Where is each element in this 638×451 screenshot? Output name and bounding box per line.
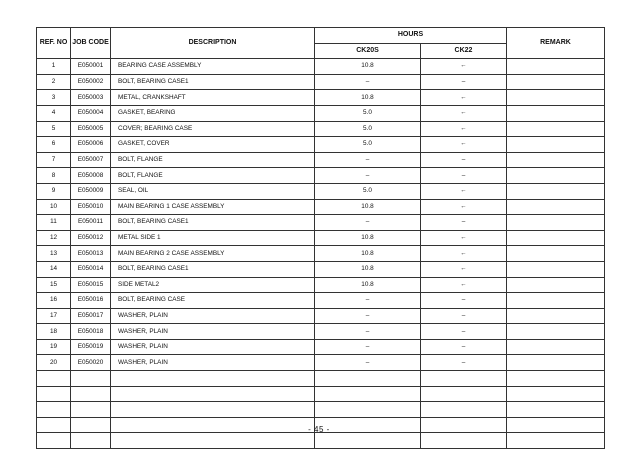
cell-ref-no: 9 — [37, 183, 71, 199]
cell-ref-no: 8 — [37, 168, 71, 184]
cell-remark — [507, 371, 605, 387]
cell-ck22-hours: ← — [421, 183, 507, 199]
cell-description — [111, 433, 315, 449]
cell-job-code — [71, 386, 111, 402]
cell-ref-no: 5 — [37, 121, 71, 137]
cell-description: BOLT, FLANGE — [111, 168, 315, 184]
cell-ck20s-hours: 5.0 — [315, 183, 421, 199]
table-row — [37, 261, 605, 277]
cell-description: BOLT, FLANGE — [111, 152, 315, 168]
table-row — [37, 59, 605, 75]
cell-ck20s-hours: 10.8 — [315, 246, 421, 262]
cell-job-code: E050015 — [71, 277, 111, 293]
cell-description — [111, 386, 315, 402]
cell-ref-no: 10 — [37, 199, 71, 215]
table-row — [37, 90, 605, 106]
cell-job-code: E050011 — [71, 215, 111, 231]
cell-ck22-hours: ← — [421, 230, 507, 246]
cell-ck22-hours: ← — [421, 261, 507, 277]
cell-description — [111, 371, 315, 387]
cell-remark — [507, 137, 605, 153]
header-job-code: JOB CODE — [71, 28, 111, 59]
cell-job-code: E050010 — [71, 199, 111, 215]
cell-ck22-hours: ← — [421, 277, 507, 293]
cell-ref-no — [37, 386, 71, 402]
cell-job-code: E050003 — [71, 90, 111, 106]
cell-ref-no: 11 — [37, 215, 71, 231]
cell-job-code: E050001 — [71, 59, 111, 75]
cell-ck20s-hours: 10.8 — [315, 199, 421, 215]
cell-ref-no: 6 — [37, 137, 71, 153]
cell-ck20s-hours: – — [315, 215, 421, 231]
table-row — [37, 74, 605, 90]
cell-ck20s-hours: 10.8 — [315, 230, 421, 246]
table-row — [37, 121, 605, 137]
cell-ck22-hours — [421, 371, 507, 387]
table-row — [37, 355, 605, 371]
cell-ck20s-hours: 10.8 — [315, 261, 421, 277]
cell-remark — [507, 339, 605, 355]
cell-remark — [507, 402, 605, 418]
cell-remark — [507, 215, 605, 231]
cell-ck22-hours: – — [421, 339, 507, 355]
table-row — [37, 308, 605, 324]
cell-ck20s-hours — [315, 386, 421, 402]
cell-remark — [507, 183, 605, 199]
cell-description: WASHER, PLAIN — [111, 339, 315, 355]
cell-ck22-hours — [421, 402, 507, 418]
table-row — [37, 215, 605, 231]
cell-remark — [507, 324, 605, 340]
cell-ref-no: 4 — [37, 105, 71, 121]
cell-description: METAL, CRANKSHAFT — [111, 90, 315, 106]
cell-remark — [507, 261, 605, 277]
cell-description: BOLT, BEARING CASE1 — [111, 74, 315, 90]
cell-ref-no: 20 — [37, 355, 71, 371]
table-row — [37, 168, 605, 184]
cell-remark — [507, 355, 605, 371]
table-row — [37, 199, 605, 215]
cell-ck22-hours: ← — [421, 137, 507, 153]
table-row — [37, 433, 605, 449]
table-row — [37, 386, 605, 402]
cell-ck22-hours: ← — [421, 105, 507, 121]
cell-job-code: E050005 — [71, 121, 111, 137]
cell-ck22-hours: – — [421, 215, 507, 231]
cell-ck20s-hours: – — [315, 168, 421, 184]
table-row — [37, 230, 605, 246]
cell-ck22-hours: ← — [421, 199, 507, 215]
cell-ck20s-hours — [315, 402, 421, 418]
cell-ck22-hours: – — [421, 168, 507, 184]
cell-description: GASKET, COVER — [111, 137, 315, 153]
cell-ref-no — [37, 402, 71, 418]
cell-description: MAIN BEARING 2 CASE ASSEMBLY — [111, 246, 315, 262]
cell-job-code: E050008 — [71, 168, 111, 184]
cell-remark — [507, 433, 605, 449]
cell-job-code: E050014 — [71, 261, 111, 277]
cell-ck22-hours: – — [421, 324, 507, 340]
cell-ck22-hours: ← — [421, 90, 507, 106]
cell-remark — [507, 386, 605, 402]
cell-ck22-hours — [421, 433, 507, 449]
cell-ck20s-hours: 5.0 — [315, 105, 421, 121]
cell-ck20s-hours — [315, 433, 421, 449]
cell-ck22-hours: – — [421, 293, 507, 309]
cell-description: WASHER, PLAIN — [111, 355, 315, 371]
cell-ck22-hours: ← — [421, 59, 507, 75]
cell-remark — [507, 105, 605, 121]
table-row — [37, 324, 605, 340]
table-row — [37, 277, 605, 293]
cell-job-code: E050020 — [71, 355, 111, 371]
table-row — [37, 137, 605, 153]
cell-ck22-hours: – — [421, 355, 507, 371]
cell-job-code: E050013 — [71, 246, 111, 262]
cell-job-code — [71, 433, 111, 449]
table-row — [37, 339, 605, 355]
cell-description: BOLT, BEARING CASE1 — [111, 261, 315, 277]
cell-remark — [507, 308, 605, 324]
cell-ck20s-hours: – — [315, 152, 421, 168]
header-ck22: CK22 — [421, 43, 507, 59]
cell-ref-no: 1 — [37, 59, 71, 75]
table-row — [37, 183, 605, 199]
cell-ck20s-hours: – — [315, 293, 421, 309]
table-row — [37, 105, 605, 121]
cell-ck22-hours: – — [421, 152, 507, 168]
cell-description: SEAL, OIL — [111, 183, 315, 199]
cell-ref-no: 3 — [37, 90, 71, 106]
cell-job-code: E050007 — [71, 152, 111, 168]
cell-job-code: E050019 — [71, 339, 111, 355]
job-code-table — [36, 27, 605, 449]
table-row — [37, 293, 605, 309]
cell-job-code: E050016 — [71, 293, 111, 309]
cell-job-code: E050002 — [71, 74, 111, 90]
header-description: DESCRIPTION — [111, 28, 315, 59]
cell-ref-no: 17 — [37, 308, 71, 324]
cell-description: METAL SIDE 1 — [111, 230, 315, 246]
header-ck20s: CK20S — [315, 43, 421, 59]
cell-remark — [507, 246, 605, 262]
cell-ck20s-hours: – — [315, 324, 421, 340]
cell-ref-no: 19 — [37, 339, 71, 355]
cell-ref-no: 12 — [37, 230, 71, 246]
cell-job-code: E050017 — [71, 308, 111, 324]
cell-remark — [507, 277, 605, 293]
cell-ck22-hours: – — [421, 308, 507, 324]
cell-job-code: E050009 — [71, 183, 111, 199]
cell-description: BOLT, BEARING CASE — [111, 293, 315, 309]
cell-ck20s-hours: 10.8 — [315, 90, 421, 106]
cell-ck22-hours — [421, 386, 507, 402]
cell-ck22-hours: – — [421, 74, 507, 90]
cell-remark — [507, 230, 605, 246]
cell-remark — [507, 59, 605, 75]
table-body — [37, 59, 605, 449]
cell-job-code: E050018 — [71, 324, 111, 340]
cell-ref-no: 14 — [37, 261, 71, 277]
cell-job-code: E050004 — [71, 105, 111, 121]
cell-job-code: E050006 — [71, 137, 111, 153]
cell-job-code — [71, 402, 111, 418]
cell-ck20s-hours: – — [315, 355, 421, 371]
cell-remark — [507, 74, 605, 90]
cell-remark — [507, 168, 605, 184]
cell-ref-no: 13 — [37, 246, 71, 262]
cell-description: GASKET, BEARING — [111, 105, 315, 121]
cell-ref-no — [37, 433, 71, 449]
cell-description — [111, 402, 315, 418]
cell-ref-no: 16 — [37, 293, 71, 309]
cell-description: WASHER, PLAIN — [111, 308, 315, 324]
cell-remark — [507, 152, 605, 168]
cell-ck20s-hours: 10.8 — [315, 277, 421, 293]
header-remark: REMARK — [507, 28, 605, 59]
cell-ref-no — [37, 371, 71, 387]
table-row — [37, 402, 605, 418]
cell-job-code — [71, 371, 111, 387]
cell-remark — [507, 293, 605, 309]
cell-description: COVER; BEARING CASE — [111, 121, 315, 137]
cell-remark — [507, 121, 605, 137]
cell-description: MAIN BEARING 1 CASE ASSEMBLY — [111, 199, 315, 215]
cell-ck20s-hours: 5.0 — [315, 137, 421, 153]
cell-ck20s-hours — [315, 371, 421, 387]
cell-ck20s-hours: 5.0 — [315, 121, 421, 137]
header-ref-no: REF. NO — [37, 28, 71, 59]
table-row — [37, 152, 605, 168]
table-row — [37, 371, 605, 387]
cell-ck20s-hours: – — [315, 339, 421, 355]
cell-ref-no: 15 — [37, 277, 71, 293]
cell-job-code: E050012 — [71, 230, 111, 246]
cell-ref-no: 18 — [37, 324, 71, 340]
cell-ck22-hours: ← — [421, 246, 507, 262]
cell-description: SIDE METAL2 — [111, 277, 315, 293]
cell-ck20s-hours: – — [315, 74, 421, 90]
cell-description: BOLT, BEARING CASE1 — [111, 215, 315, 231]
table-row — [37, 246, 605, 262]
header-hours: HOURS — [315, 28, 507, 44]
cell-ck20s-hours: 10.8 — [315, 59, 421, 75]
cell-description: BEARING CASE ASSEMBLY — [111, 59, 315, 75]
cell-ref-no: 7 — [37, 152, 71, 168]
cell-remark — [507, 199, 605, 215]
cell-ck20s-hours: – — [315, 308, 421, 324]
page-number: - 45 - — [308, 425, 330, 434]
cell-ck22-hours: ← — [421, 121, 507, 137]
cell-description: WASHER, PLAIN — [111, 324, 315, 340]
cell-remark — [507, 90, 605, 106]
cell-ref-no: 2 — [37, 74, 71, 90]
